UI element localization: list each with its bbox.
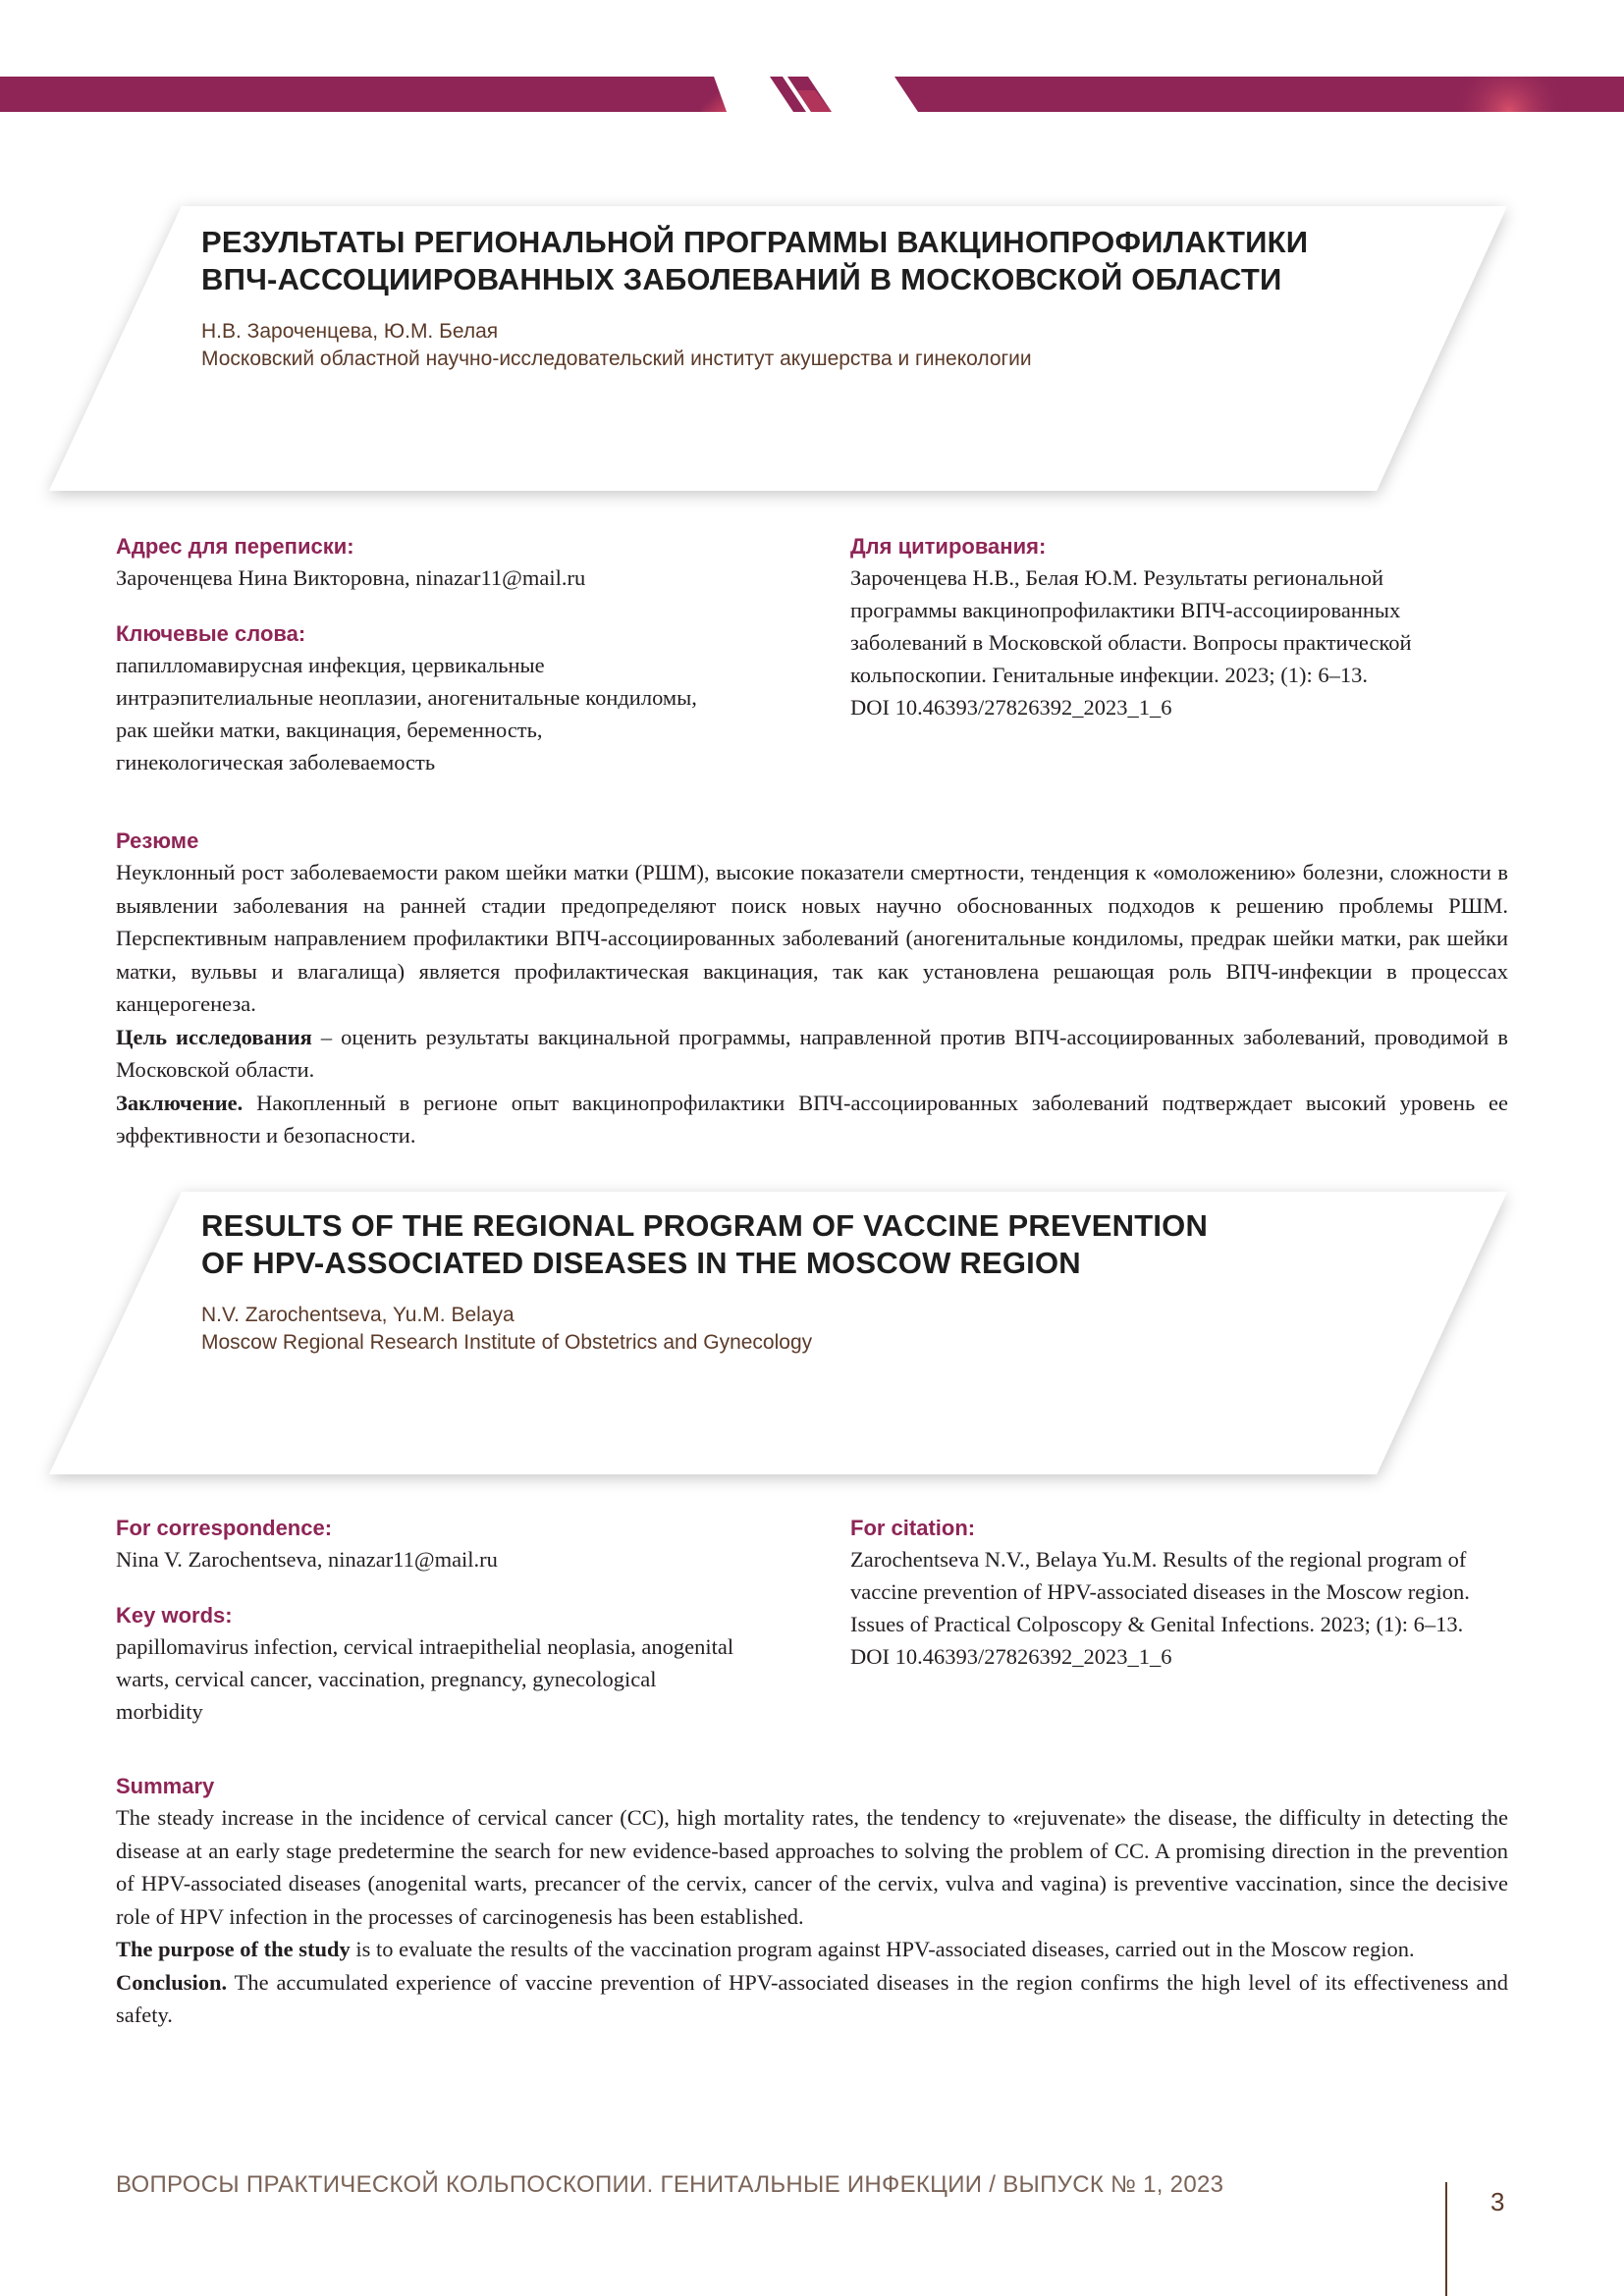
purpose-text-en: is to evaluate the results of the vaccination program against HPV-associated diseases, carried out in the Moscow region. — [350, 1937, 1415, 1961]
title-card-ru — [0, 187, 1624, 520]
affiliation-en: Moscow Regional Research Institute of Obstetrics and Gynecology — [201, 1331, 813, 1354]
title-block-en — [201, 1207, 1208, 1357]
purpose-text-ru: – оценить результаты вакцинальной программы, направленной против ВПЧ-ассоциированных заболеваний, проводимой в Московской области. — [116, 1024, 1508, 1082]
citation-label-en: For citation: — [850, 1516, 976, 1540]
title-line-1: РЕЗУЛЬТАТЫ РЕГИОНАЛЬНОЙ ПРОГРАММЫ ВАКЦИНОПРОФИЛАКТИКИ — [201, 225, 1309, 259]
page-number: 3 — [1490, 2187, 1505, 2216]
keywords-label-en: Key words: — [116, 1603, 233, 1628]
correspondence-label-ru: Адрес для переписки: — [116, 534, 354, 559]
meta-left-en — [116, 1514, 744, 1728]
purpose-paragraph-en — [116, 1933, 1508, 1966]
conclusion-paragraph-ru — [116, 1087, 1508, 1152]
summary-paragraph-ru: Неуклонный рост заболеваемости раком шейки матки (РШМ), высокие показатели смертности, тенденция к «омоложению» болезни, сложности в выявлении заболевания на ранней стадии предопределяют поиск новых научно обоснованных подходов к решению проблемы РШМ. Перспективным направлением профилактики ВПЧ-ассоциированных заболеваний (аногенитальные кондиломы, предрак шейки матки, рак шейки матки, вульвы и влагалища) является профилактическая вакцинация, так как установлена решающая роль ВПЧ-инфекции в процессах канцерогенеза. — [116, 860, 1508, 1016]
meta-left-ru — [116, 532, 744, 778]
citation-text-en: Zarochentseva N.V., Belaya Yu.M. Results of the regional program of vaccine prevention of HPV-associated diseases in the Moscow region. Issues of Practical Colposcopy & Genital Infections. 2023; (1): 6–13. — [850, 1547, 1470, 1636]
keywords-label-ru: Ключевые слова: — [116, 621, 306, 646]
purpose-label-en: The purpose of the study — [116, 1937, 351, 1961]
top-banner — [0, 77, 1624, 112]
title-line-1: RESULTS OF THE REGIONAL PROGRAM OF VACCINE PREVENTION — [201, 1208, 1209, 1243]
keywords-text-ru: папилломавирусная инфекция, цервикальные интраэпителиальные неоплазии, аногенитальные кондиломы, рак шейки матки, вакцинация, беременность, гинекологическая заболеваемость — [116, 653, 697, 774]
abstract-en — [116, 1772, 1508, 2032]
purpose-paragraph-ru — [116, 1021, 1508, 1087]
conclusion-label-en: Conclusion. — [116, 1969, 228, 1995]
conclusion-text-ru: Накопленный в регионе опыт вакцинопрофилактики ВПЧ-ассоциированных заболеваний подтверждает высокий уровень ее эффективности и безопасности. — [116, 1090, 1508, 1148]
correspondence-text-en: Nina V. Zarochentseva, ninazar11@mail.ru — [116, 1547, 498, 1572]
article-title-ru — [201, 224, 1308, 298]
correspondence-text-ru: Зароченцева Нина Викторовна, ninazar11@mail.ru — [116, 565, 586, 590]
title-line-2: ВПЧ-АССОЦИИРОВАННЫХ ЗАБОЛЕВАНИЙ В МОСКОВСКОЙ ОБЛАСТИ — [201, 262, 1282, 296]
article-title-en — [201, 1207, 1208, 1282]
abstract-ru — [116, 827, 1508, 1152]
citation-doi-en[interactable]: DOI 10.46393/27826392_2023_1_6 — [850, 1644, 1172, 1669]
authors-en: N.V. Zarochentseva, Yu.M. Belaya — [201, 1304, 514, 1326]
summary-paragraph-en: The steady increase in the incidence of cervical cancer (CC), high mortality rates, the tendency to «rejuvenate» the disease, the difficulty in detecting the disease at an early stage predetermine the search for new evidence-based approaches to solving the problem of CC. A promising direction in the prevention of HPV-associated diseases (anogenital warts, precancer of the cervix, cancer of the cervix, vulva and vagina) is preventive vaccination, since the decisive role of HPV infection in the processes of carcinogenesis has been established. — [116, 1805, 1508, 1929]
title-line-2: OF HPV-ASSOCIATED DISEASES IN THE MOSCOW REGION — [201, 1246, 1081, 1280]
footer-divider — [1445, 2182, 1447, 2296]
meta-right-ru — [850, 532, 1469, 723]
conclusion-paragraph-en — [116, 1966, 1508, 2032]
title-block-ru — [201, 224, 1308, 373]
affiliation-ru: Московский областной научно-исследовательский институт акушерства и гинекологии — [201, 347, 1032, 370]
keywords-text-en: papillomavirus infection, cervical intraepithelial neoplasia, anogenital warts, cervical cancer, vaccination, pregnancy, gynecological morbidity — [116, 1634, 734, 1724]
banner-graphic — [0, 77, 1624, 112]
authors-ru: Н.В. Зароченцева, Ю.М. Белая — [201, 320, 499, 343]
meta-right-en — [850, 1514, 1518, 1673]
footer-journal-title: ВОПРОСЫ ПРАКТИЧЕСКОЙ КОЛЬПОСКОПИИ. ГЕНИТАЛЬНЫЕ ИНФЕКЦИИ / ВЫПУСК № 1, 2023 — [116, 2171, 1224, 2198]
title-card-en — [0, 1170, 1624, 1504]
banner-left-bar — [0, 77, 727, 112]
purpose-label-ru: Цель исследования — [116, 1024, 312, 1049]
summary-label-ru: Резюме — [116, 828, 199, 853]
citation-label-ru: Для цитирования: — [850, 534, 1047, 559]
conclusion-label-ru: Заключение. — [116, 1090, 244, 1115]
citation-doi-ru[interactable]: DOI 10.46393/27826392_2023_1_6 — [850, 695, 1172, 720]
banner-glow — [1443, 77, 1575, 112]
summary-label-en: Summary — [116, 1774, 215, 1798]
conclusion-text-en: The accumulated experience of vaccine prevention of HPV-associated diseases in the region confirms the high level of its effectiveness and safety. — [116, 1969, 1508, 2027]
citation-text-ru: Зароченцева Н.В., Белая Ю.М. Результаты региональной программы вакцинопрофилактики ВПЧ-ассоциированных заболеваний в Московской области. Вопросы практической кольпоскопии. Генитальные инфекции. 2023; (1): 6–13. — [850, 565, 1412, 687]
correspondence-label-en: For correspondence: — [116, 1516, 333, 1540]
